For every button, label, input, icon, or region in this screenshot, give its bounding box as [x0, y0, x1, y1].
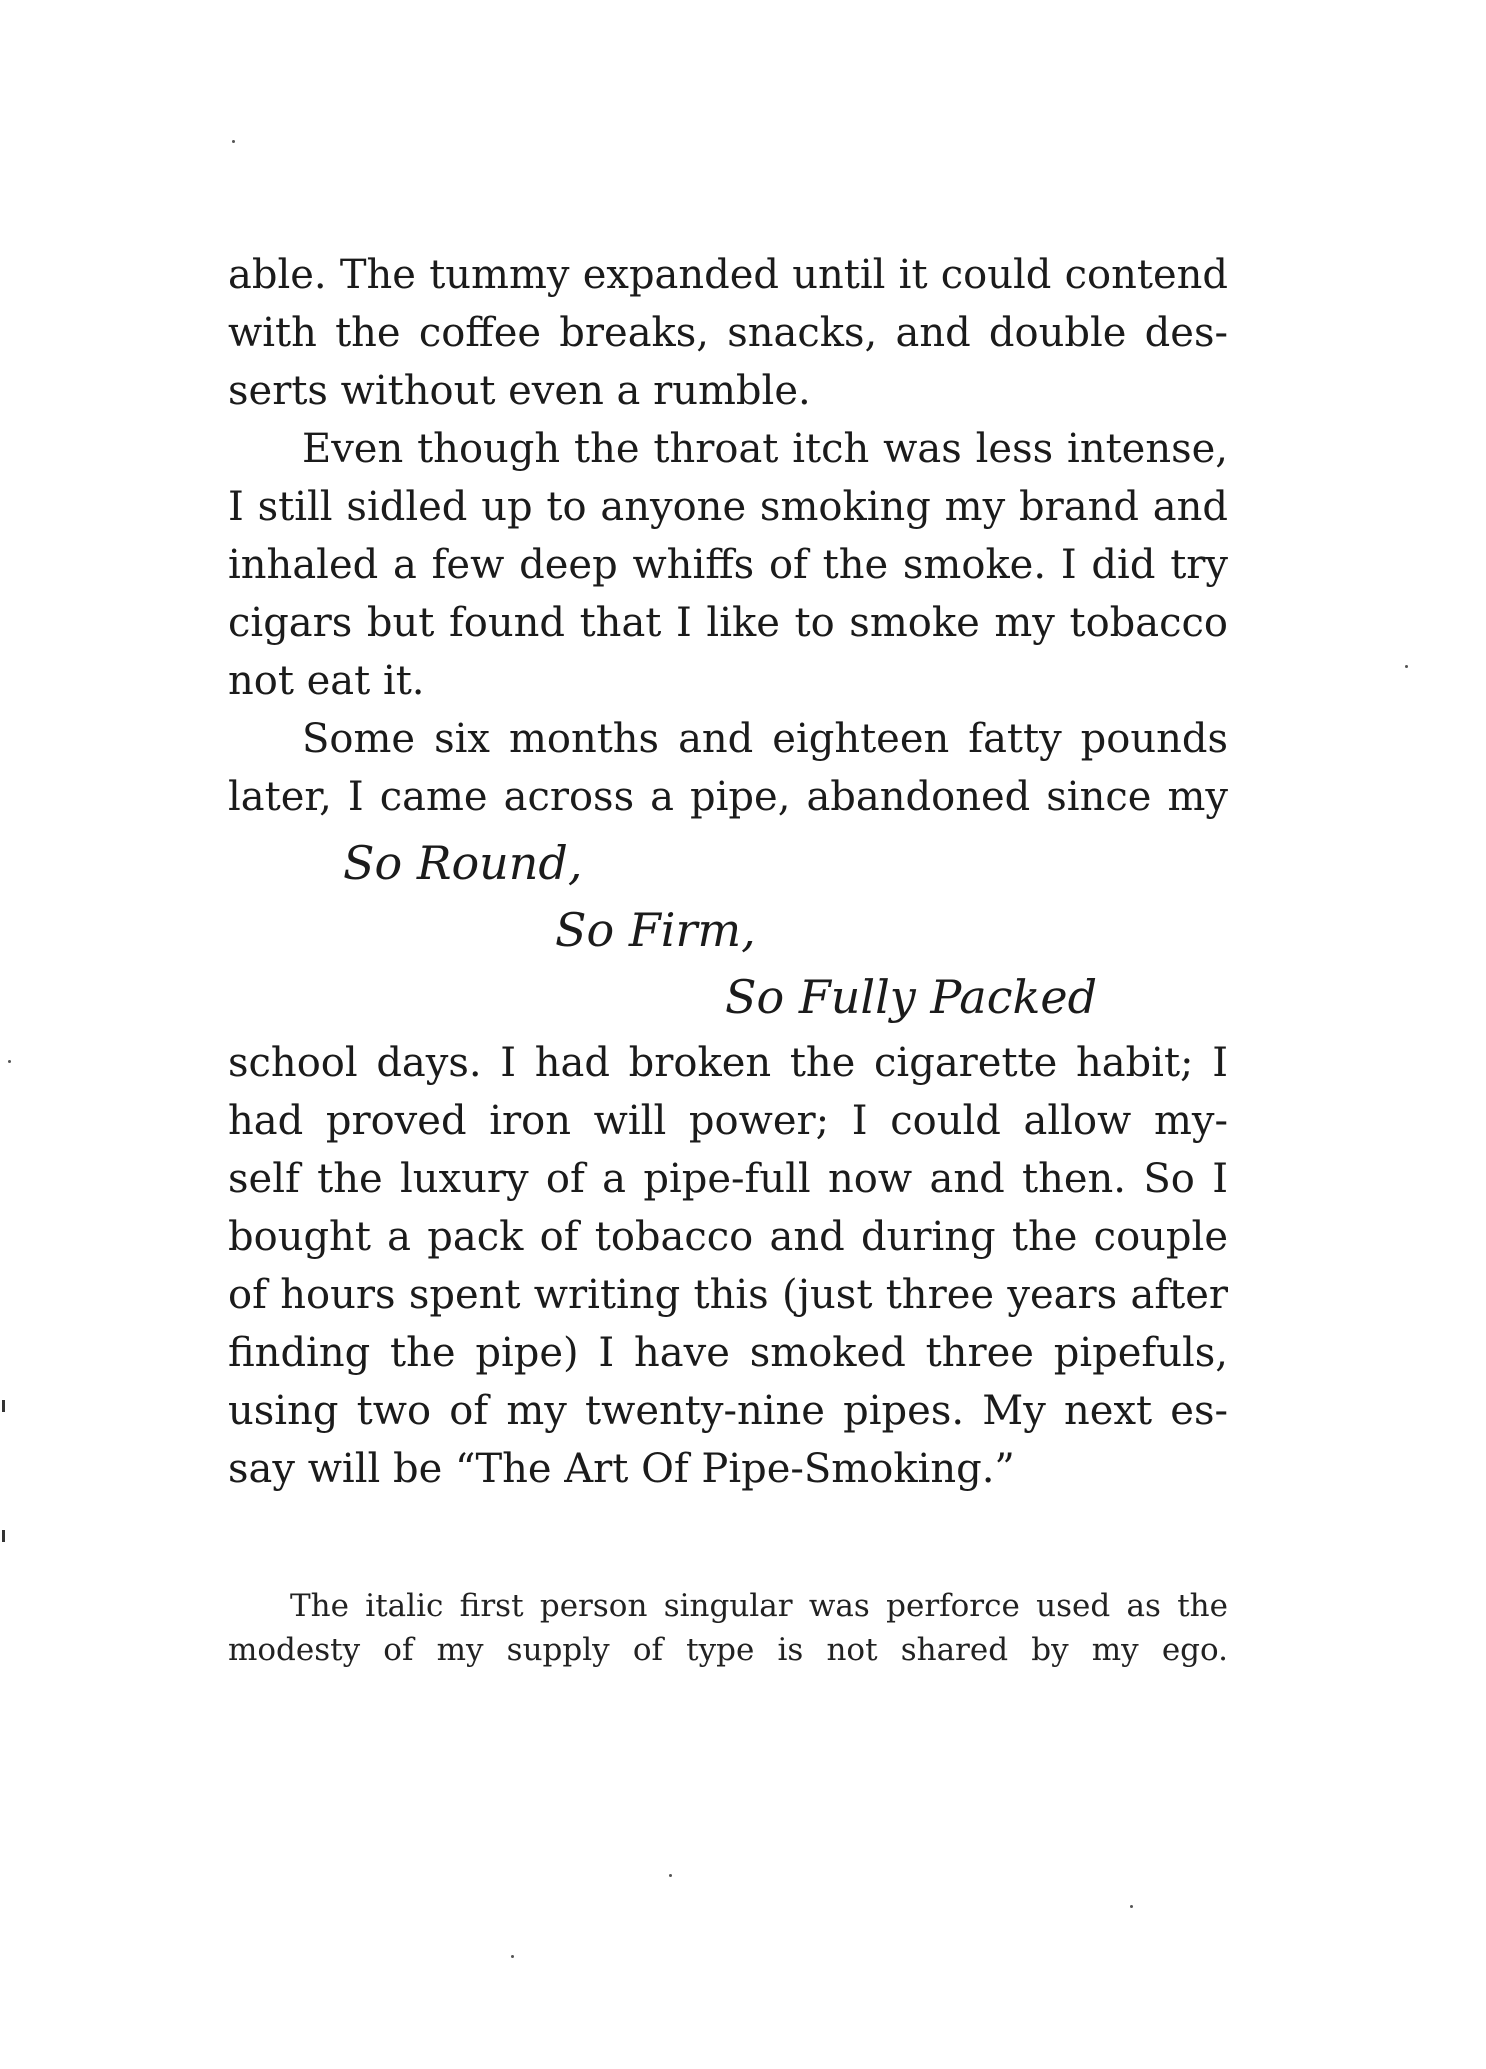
scan-speck [8, 1060, 11, 1063]
scan-speck [232, 140, 235, 143]
scan-speck [669, 1874, 672, 1877]
scan-speck [511, 1955, 514, 1958]
body-line-15: of hours spent writing this (just three years after [228, 1272, 1228, 1318]
scan-edge-mark [2, 1530, 5, 1542]
body-line-13: self the luxury of a pipe-full now and then. So I [228, 1156, 1228, 1202]
slogan-line-round: So Round, [343, 836, 583, 890]
body-line-2: with the coffee breaks, snacks, and double des- [228, 310, 1228, 356]
body-line-5: I still sidled up to anyone smoking my brand and [228, 484, 1228, 530]
body-line-1: able. The tummy expanded until it could contend [228, 252, 1228, 298]
slogan-line-packed: So Fully Packed [725, 970, 1098, 1024]
body-line-17: using two of my twenty-nine pipes. My next es- [228, 1388, 1228, 1434]
footnote-line-2: modesty of my supply of type is not shared by my ego. [228, 1632, 1228, 1668]
body-line-4: Even though the throat itch was less intense, [302, 426, 1228, 472]
body-line-9: Some six months and eighteen fatty pounds [302, 716, 1228, 762]
body-line-3: serts without even a rumble. [228, 368, 811, 414]
scan-speck [1405, 665, 1408, 668]
body-line-7: cigars but found that I like to smoke my tobacco [228, 600, 1228, 646]
body-line-18: say will be “The Art Of Pipe-Smoking.” [228, 1446, 1015, 1492]
footnote-line-1: The italic first person singular was perforce used as the [290, 1588, 1228, 1624]
body-line-12: had proved iron will power; I could allow my- [228, 1098, 1228, 1144]
body-line-6: inhaled a few deep whiffs of the smoke. I did try [228, 542, 1228, 588]
scan-edge-mark [2, 1400, 5, 1412]
body-line-11: school days. I had broken the cigarette habit; I [228, 1040, 1228, 1086]
scan-speck [1130, 1905, 1133, 1908]
slogan-line-firm: So Firm, [555, 903, 756, 957]
body-line-16: finding the pipe) I have smoked three pipefuls, [228, 1330, 1228, 1376]
body-line-10: later, I came across a pipe, abandoned since my [228, 774, 1228, 820]
body-line-8: not eat it. [228, 658, 425, 704]
body-line-14: bought a pack of tobacco and during the couple [228, 1214, 1228, 1260]
